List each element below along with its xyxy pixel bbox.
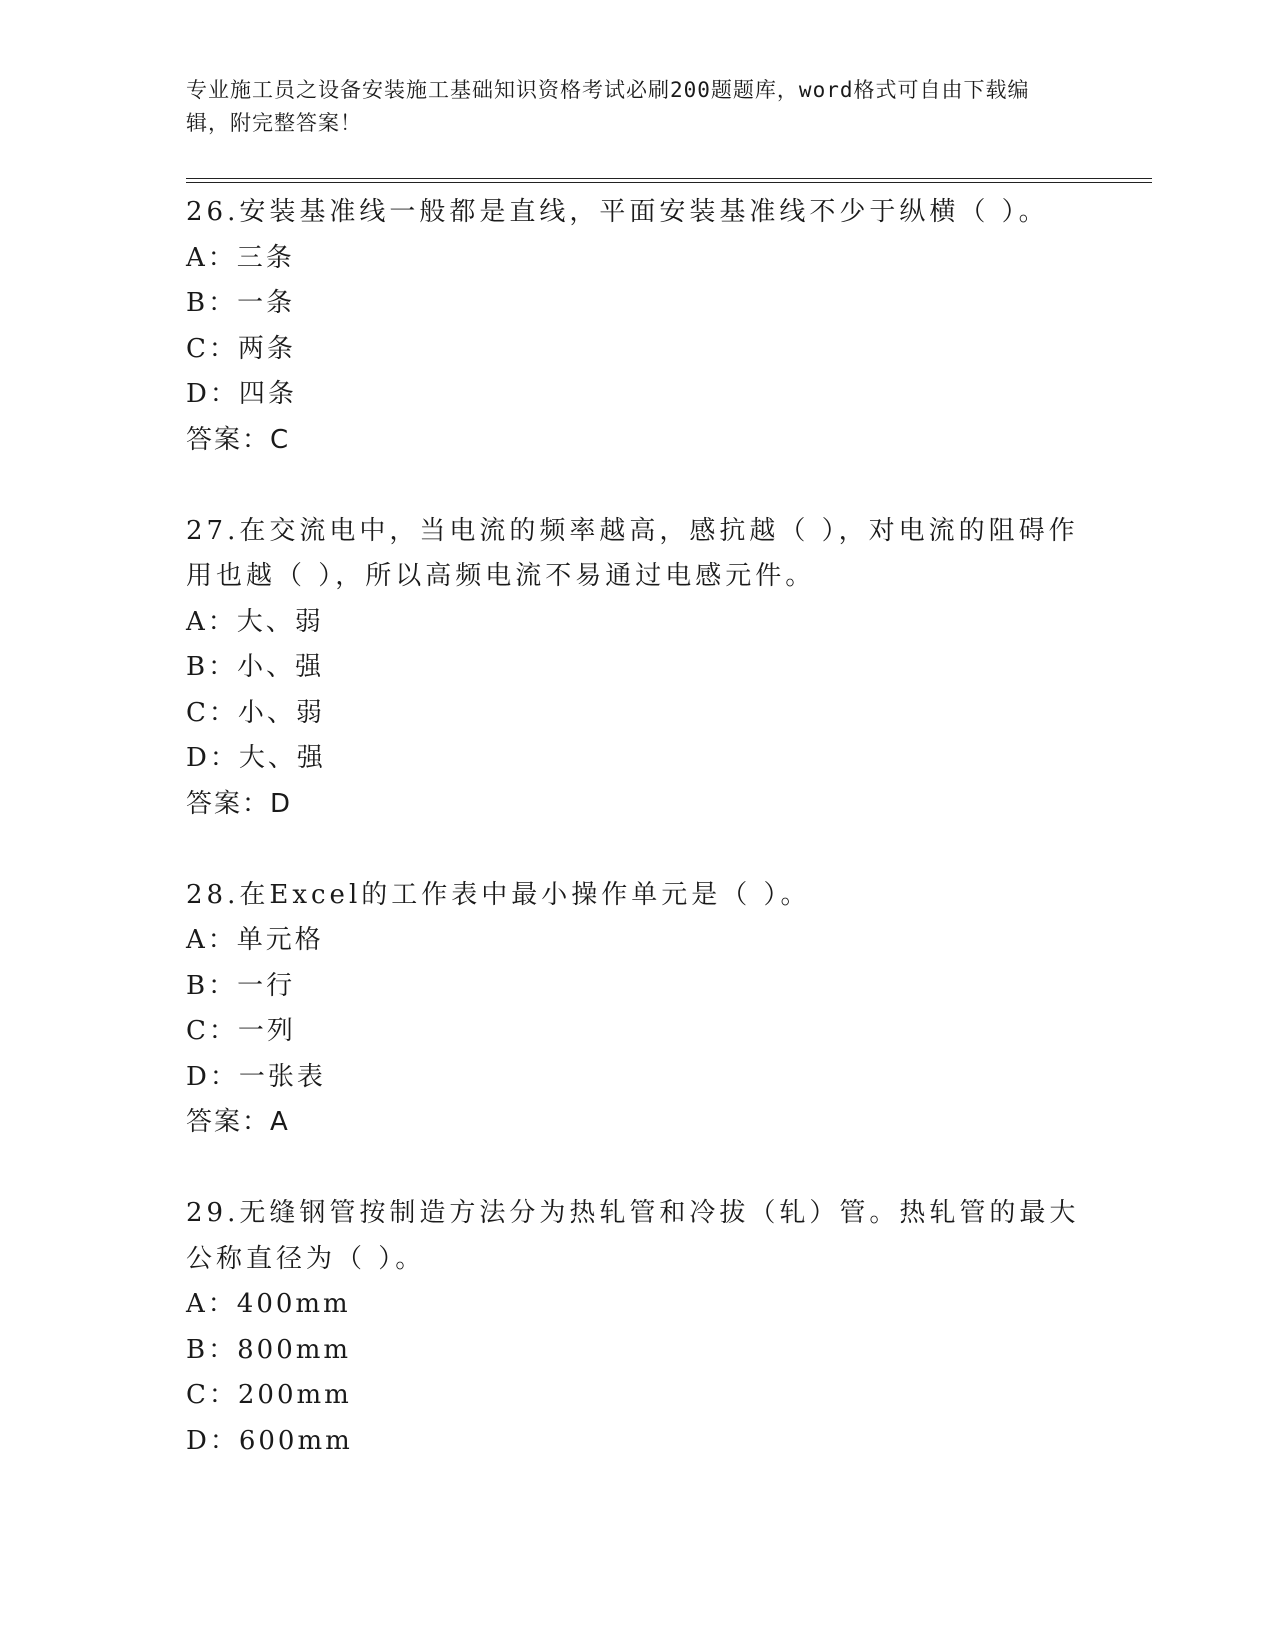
option-b: B：一行 xyxy=(186,970,296,1001)
question-stem: 26.安装基准线一般都是直线，平面安装基准线不少于纵横（ ）。 xyxy=(186,197,1049,227)
question-stem: 29.无缝钢管按制造方法分为热轧管和冷拔（轧）管。热轧管的最大公称直径为（ ）。 xyxy=(186,1198,1080,1274)
option-d: D：四条 xyxy=(186,379,297,409)
option-c: C：小、弱 xyxy=(186,697,325,728)
answer-line: 答案：A xyxy=(186,1107,290,1137)
header-divider-top xyxy=(186,178,1152,179)
question-26 xyxy=(186,190,1086,463)
header-divider-bottom xyxy=(186,182,1152,183)
option-c: C：200mm xyxy=(186,1380,352,1410)
question-list xyxy=(186,190,1086,1464)
option-c: C：两条 xyxy=(186,333,296,364)
answer-line: 答案：D xyxy=(186,788,293,819)
question-29 xyxy=(186,1191,1086,1464)
option-b: B：800mm xyxy=(186,1334,352,1365)
option-a: A：三条 xyxy=(186,242,295,273)
answer-line: 答案：C xyxy=(186,424,291,455)
option-d: D：600mm xyxy=(186,1425,353,1456)
question-27 xyxy=(186,509,1086,828)
option-d: D：一张表 xyxy=(186,1061,326,1092)
spacer xyxy=(186,463,1086,509)
option-a: A：大、弱 xyxy=(186,606,324,637)
spacer xyxy=(186,1146,1086,1192)
question-stem: 27.在交流电中，当电流的频率越高，感抗越（ ），对电流的阻碍作用也越（ ），所以高频电流不易通过电感元件。 xyxy=(186,515,1079,591)
option-b: B：一条 xyxy=(186,288,296,318)
option-a: A：400mm xyxy=(186,1289,351,1319)
document-header-title: 专业施工员之设备安装施工基础知识资格考试必刷200题题库，word格式可自由下载编辑，附完整答案！ xyxy=(186,78,1030,135)
question-28 xyxy=(186,873,1086,1146)
spacer xyxy=(186,827,1086,873)
option-c: C：一列 xyxy=(186,1016,296,1046)
option-d: D：大、强 xyxy=(186,743,326,773)
option-b: B：小、强 xyxy=(186,652,325,682)
question-stem: 28.在Excel的工作表中最小操作单元是（ ）。 xyxy=(186,879,811,910)
option-a: A：单元格 xyxy=(186,925,324,955)
